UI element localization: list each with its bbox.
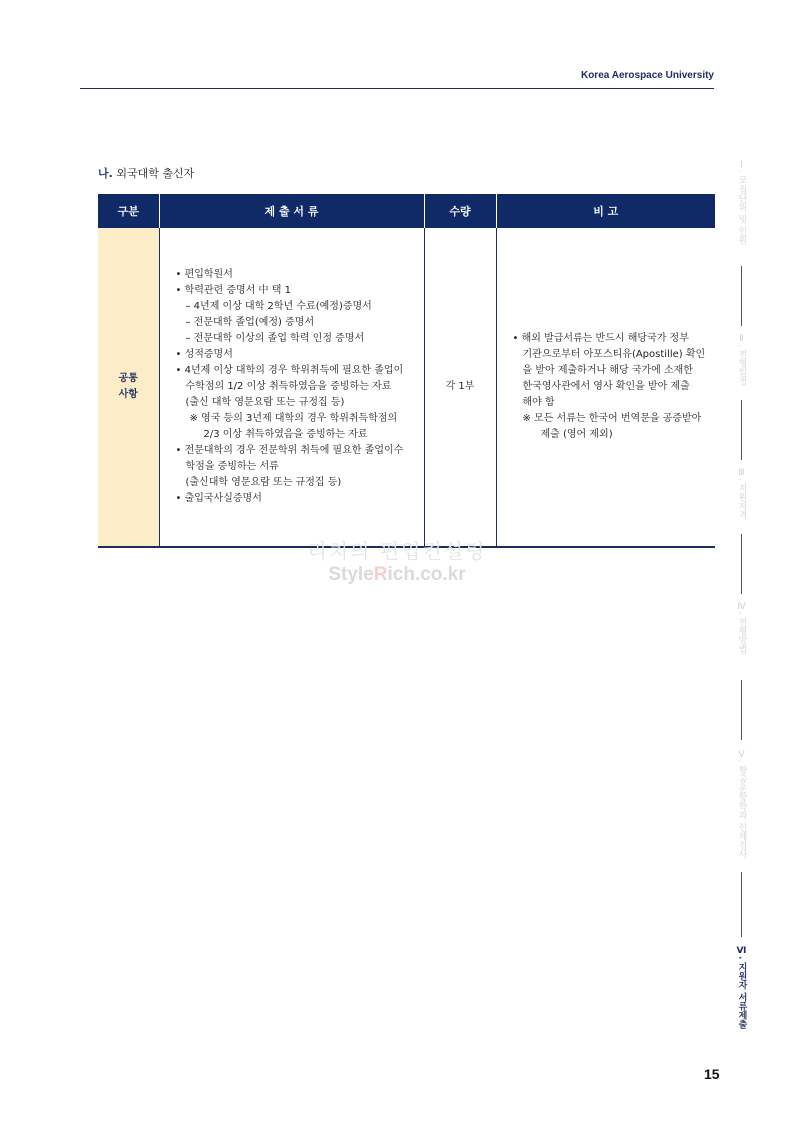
side-nav-label: Ⅰ. 모집단위 및 인원 — [736, 160, 747, 245]
side-nav-item[interactable] — [732, 602, 752, 672]
note-remark-cont: 제출 (영어 제외) — [540, 429, 613, 440]
side-nav-divider — [741, 534, 742, 594]
side-nav-divider — [741, 872, 742, 937]
note-remark: ※ 모든 서류는 한국어 번역문을 공증받아 — [522, 413, 702, 424]
document-subitem: – 전문대학 이상의 졸업 학력 인정 증명서 — [185, 333, 365, 344]
document-item: • 전문대학의 경우 전문학위 취득에 필요한 졸업이수 — [175, 445, 404, 456]
watermark-url — [0, 564, 794, 586]
header-category: 구분 — [98, 194, 159, 228]
document-item-cont: (출신대학 영문요람 또는 규정집 등) — [185, 477, 342, 488]
table-header-row — [98, 194, 715, 228]
document-item-cont: 학점을 증빙하는 서류 — [185, 461, 279, 472]
document-remark: ※ 영국 등의 3년제 대학의 경우 학위취득학점의 — [189, 413, 398, 424]
document-item: • 4년제 이상 대학의 경우 학위취득에 필요한 졸업이 — [175, 365, 404, 376]
document-subitem: – 4년제 이상 대학 2학년 수료(예정)증명서 — [185, 301, 372, 312]
note-item-cont: 해야 함 — [522, 397, 555, 408]
side-chapter-nav — [732, 160, 752, 1040]
document-item: • 성적증명서 — [175, 349, 233, 360]
side-nav-item[interactable] — [732, 160, 752, 260]
side-nav-label: Ⅱ. 전형일정 — [736, 334, 747, 386]
header-documents: 제 출 서 류 — [159, 194, 424, 228]
side-nav-item-active[interactable] — [732, 946, 752, 1036]
header-notes: 비 고 — [496, 194, 715, 228]
document-remark-cont: 2/3 이상 취득하였음을 증빙하는 자료 — [203, 429, 368, 440]
documents-table — [98, 194, 715, 548]
quantity-cell: 각 1부 — [424, 228, 496, 547]
section-marker: 나. — [98, 167, 113, 180]
side-nav-item[interactable] — [732, 750, 752, 870]
document-subitem: – 전문대학 졸업(예정) 증명서 — [185, 317, 315, 328]
watermark-url-pre: Style — [328, 564, 374, 585]
side-nav-item[interactable] — [732, 334, 752, 394]
documents-cell — [159, 228, 424, 547]
note-item: • 해외 발급서류는 반드시 해당국가 정부 — [512, 333, 689, 344]
category-cell — [98, 228, 159, 547]
watermark-korean: 리치의 편입컨설팅 — [307, 539, 487, 563]
document-item-cont: (출신 대학 영문요람 또는 규정집 등) — [185, 397, 345, 408]
table-row — [98, 228, 715, 547]
note-item-cont: 기관으로부터 아포스티유(Apostille) 확인 — [522, 349, 706, 360]
side-nav-label-active: Ⅵ. 지원자 서류제출 — [736, 946, 747, 1029]
header-divider — [80, 88, 714, 89]
side-nav-label: Ⅴ. 항공운항학과 신체검사 — [736, 750, 747, 859]
document-item-cont: 수학점의 1/2 이상 취득하였음을 증빙하는 자료 — [185, 381, 392, 392]
notes-cell — [496, 228, 715, 547]
side-nav-divider — [741, 680, 742, 740]
header-university: Korea Aerospace University — [580, 70, 714, 81]
document-item: • 편입학원서 — [175, 269, 233, 280]
header-quantity: 수량 — [424, 194, 496, 228]
document-item: • 출입국사실증명서 — [175, 493, 262, 504]
watermark-url-highlight: R — [373, 564, 388, 585]
note-item-cont: 을 받아 제출하거나 해당 국가에 소재한 — [522, 365, 693, 376]
note-item-cont: 한국영사관에서 영사 확인을 받아 제출 — [522, 381, 690, 392]
document-item: • 학력관련 증명서 中 택 1 — [175, 285, 291, 296]
watermark-url-post: ich.co.kr — [387, 564, 466, 585]
side-nav-divider — [741, 266, 742, 326]
category-label-line: 사항 — [118, 389, 138, 400]
side-nav-label: Ⅳ. 전형방법 — [736, 602, 747, 654]
category-label-line: 공통 — [118, 373, 138, 384]
page-number: 15 — [704, 1066, 720, 1082]
side-nav-item[interactable] — [732, 468, 752, 528]
section-title — [98, 165, 194, 181]
section-title-text: 외국대학 출신자 — [116, 167, 195, 180]
side-nav-divider — [741, 400, 742, 460]
side-nav-label: Ⅲ. 지원자격 — [736, 468, 747, 520]
